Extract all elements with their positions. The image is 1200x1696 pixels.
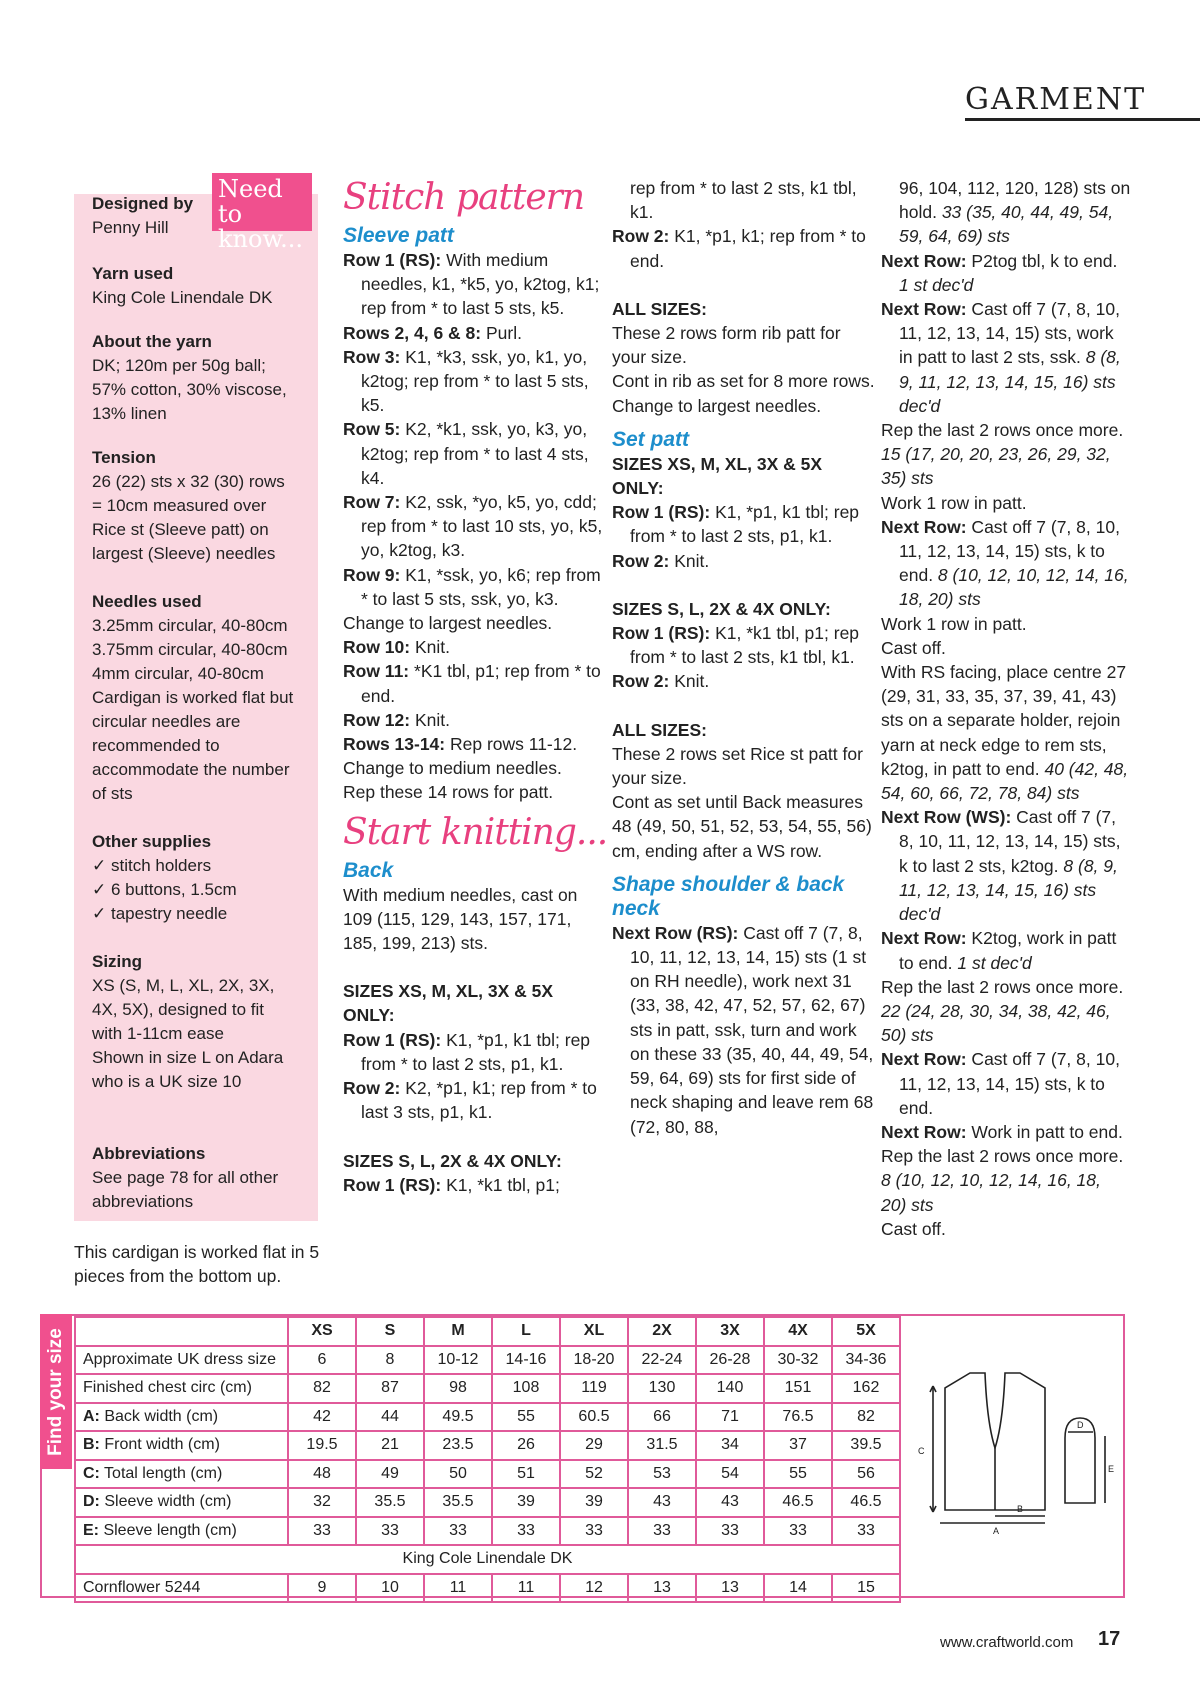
sizing-info — [92, 950, 297, 1094]
supply-item: ✓ tapestry needle — [92, 904, 228, 923]
supplies-info — [92, 830, 312, 926]
about-yarn — [92, 330, 297, 426]
supplies-heading: Other supplies — [92, 832, 212, 851]
set-patt-heading: Set patt — [612, 427, 690, 451]
table-row: Finished chest circ (cm) 82 87 98 108 119 130 140 151 162 — [75, 1374, 900, 1403]
table-row: E: Sleeve length (cm) 33 33 33 33 33 33 33 33 33 — [75, 1517, 900, 1546]
about-text: DK; 120m per 50g ball; 57% cotton, 30% viscose, 13% linen — [92, 356, 287, 423]
designer-info — [92, 192, 312, 240]
column-3: 96, 104, 112, 120, 128) sts on hold. 33 (35, 40, 44, 49, 54, 59, 64, 69) sts Next Row: P2tog tbl, k to end. 1 st dec'd Next Row: Cast off 7 (7, 8, 10, 11, 12, 13, 14, 15) sts, work in patt to last 2 sts, ssk. 8 (8, 9, 11, 12, 13, 14, 15, 16) sts dec'd Rep the last 2 rows once more. 15 (17, 20, 20, 23, 26, 29, 32, 35) sts Work 1 row in patt. Next Row: Cast off 7 (7, 8, 10, 11, 12, 13, 14, 15) sts, k to end. 8 (10, 12, 10, 12, 14, 16, 18, 20) sts Work 1 row in patt. Cast off. With RS facing, place centre 27 (29, 31, 33, 35, 37, 39, 41, 43) sts on a separate holder, rejoin yarn at neck edge to rem sts, k2tog, in patt to end. 40 (42, 48, 54, 60, 66, 72, 78, 84) sts Next Row (WS): Cast off 7 (7, 8, 10, 11, 12, 13, 14, 15) sts, k to last 2 sts, k2tog. 8 (8, 9, 11, 12, 13, 14, 15, 16) sts dec'd Next Row: K2tog, work in patt to end. 1 st dec'd Rep the last 2 rows once more. 22 (24, 28, 30, 34, 38, 42, 46, 50) sts Next Row: Cast off 7 (7, 8, 10, 11, 12, 13, 14, 15) sts, k to end. Next Row: Work in patt to end. Rep the last 2 rows once more. 8 (10, 12, 10, 12, 14, 16, 18, 20) sts Cast off. — [881, 178, 1131, 1239]
table-row: Cornflower 5244 9 10 11 11 12 13 13 14 15 — [75, 1574, 900, 1603]
column-1: Stitch pattern Sleeve patt Row 1 (RS): With medium needles, k1, *k5, yo, k2tog, k1; rep from * to last 5 sts, k5. Rows 2, 4, 6 & 8: Purl. Row 3: K1, *k3, ssk, yo, k1, yo, k2tog; rep from * to last 5 sts, k5. Row 5: K2, *k1, ssk, yo, k3, yo, k2tog; rep from * to last 4 sts, k4. Row 7: K2, ssk, *yo, k5, yo, cdd; rep from * to last 10 sts, yo, k5, yo, k2tog, k3. Row 9: K1, *ssk, yo, k6; rep from * to last 5 sts, ssk, yo, k3. Change to largest needles. Row 10: Knit. Row 11: *K1 tbl, p1; rep from * to end. Row 12: Knit. Rows 13-14: Rep rows 11-12. Change to medium needles. Rep these 14 rows for patt. Start knitting... Back With medium needles, cast on 109 (115, 129, 143, 157, 171, 185, 199, 213) sts. SIZES XS, M, XL, 3X & 5X ONLY: Row 1 (RS): K1, *p1, k1 tbl; rep from * to last 2 sts, p1, k1. Row 2: K2, *p1, k1; rep from * to last 3 sts, p1, k1. SIZES S, L, 2X & 4X ONLY: Row 1 (RS): K1, *k1 tbl, p1; — [343, 177, 608, 1195]
needles-text: 3.25mm circular, 40-80cm 3.75mm circular, 40-80cm 4mm circular, 40-80cm Cardigan is worked flat but circular needles are recommended to accommodate the number of sts — [92, 616, 294, 803]
start-knitting-title: Start knitting... — [343, 811, 608, 853]
designed-heading: Designed by — [92, 194, 194, 213]
yarn-name: King Cole Linendale DK — [92, 288, 273, 307]
intro-text: This cardigan is worked flat in 5 pieces from the bottom up. — [74, 1242, 320, 1286]
sizing-shown: Shown in size L on Adara who is a UK size 10 — [92, 1048, 284, 1091]
header-rule — [965, 118, 1200, 121]
size-table — [74, 1316, 901, 1603]
table-row: B: Front width (cm) 19.5 21 23.5 26 29 31.5 34 37 39.5 — [75, 1431, 900, 1460]
need-to-know-badge: Need to know... — [212, 173, 312, 231]
yarn-info — [92, 262, 312, 310]
sizing-heading: Sizing — [92, 952, 143, 971]
diagram-label-d: D — [1077, 1420, 1084, 1430]
tension-info — [92, 446, 297, 566]
back-heading: Back — [343, 858, 394, 882]
tension-heading: Tension — [92, 448, 156, 467]
supply-item: ✓ stitch holders — [92, 856, 212, 875]
section-header: GARMENT — [965, 82, 1147, 117]
table-row: D: Sleeve width (cm) 32 35.5 35.5 39 39 43 43 46.5 46.5 — [75, 1488, 900, 1517]
table-row: C: Total length (cm) 48 49 50 51 52 53 54 55 56 — [75, 1460, 900, 1489]
needles-heading: Needles used — [92, 592, 202, 611]
column-2: rep from * to last 2 sts, k1 tbl, k1. Row 2: K1, *p1, k1; rep from * to end. ALL SIZES: These 2 rows form rib patt for your size. Cont in rib as set for 8 more rows. Change to largest needles. Set patt SIZES XS, M, XL, 3X & 5X ONLY: Row 1 (RS): K1, *p1, k1 tbl; rep from * to last 2 sts, p1, k1. Row 2: Knit. SIZES S, L, 2X & 4X ONLY: Row 1 (RS): K1, *k1 tbl, p1; rep from * to last 2 sts, k1 tbl, k1. Row 2: Knit. ALL SIZES: These 2 rows set Rice st patt for your size. Cont as set until Back measures 48 (49, 50, 51, 52, 53, 54, 55, 56) cm, ending after a WS row. Shape shoulder & back neck Next Row (RS): Cast off 7 (7, 8, 10, 11, 12, 13, 14, 15) sts (1 st on RH needle), work next 31 (33, 38, 42, 47, 52, 57, 62, 67) sts in patt, ssk, turn and work on these 33 (35, 40, 44, 49, 54, 59, 64, 69) sts for first side of neck shaping and leave rem 68 (72, 80, 88, — [612, 176, 877, 1139]
tension-text: 26 (22) sts x 32 (30) rows = 10cm measured over Rice st (Sleeve patt) on largest (Sleeve) needles — [92, 472, 285, 563]
find-your-size-tab: Find your size — [40, 1314, 72, 1469]
table-row: A: Back width (cm) 42 44 49.5 55 60.5 66 71 76.5 82 — [75, 1403, 900, 1432]
diagram-label-a: A — [993, 1526, 1000, 1536]
table-yarn-row: King Cole Linendale DK — [75, 1545, 900, 1574]
supply-item: ✓ 6 buttons, 1.5cm — [92, 880, 237, 899]
shape-shoulder-heading: Shape shoulder & back neck — [612, 872, 845, 920]
abbr-heading: Abbreviations — [92, 1144, 206, 1163]
diagram-label-c: C — [918, 1446, 925, 1456]
diagram-label-e: E — [1108, 1464, 1115, 1474]
footer-url[interactable]: www.craftworld.com — [940, 1634, 1074, 1651]
about-heading: About the yarn — [92, 332, 212, 351]
table-header-row: XS S M L XL 2X 3X 4X 5X — [75, 1317, 900, 1346]
abbr-text: See page 78 for all other abbreviations — [92, 1168, 279, 1211]
designer-name: Penny Hill — [92, 218, 169, 237]
garment-schematic — [905, 1368, 1115, 1548]
stitch-pattern-title: Stitch pattern — [343, 177, 585, 218]
abbreviations-info — [92, 1142, 282, 1214]
sizing-text: XS (S, M, L, XL, 2X, 3X, 4X, 5X), designed to fit with 1-11cm ease — [92, 976, 275, 1043]
table-row: Approximate UK dress size 6 8 10-12 14-16 18-20 22-24 26-28 30-32 34-36 — [75, 1346, 900, 1375]
yarn-heading: Yarn used — [92, 264, 174, 283]
page-number: 17 — [1098, 1628, 1121, 1650]
diagram-label-b: B — [1017, 1504, 1024, 1514]
needles-info — [92, 590, 297, 806]
sleeve-patt-heading: Sleeve patt — [343, 224, 454, 247]
